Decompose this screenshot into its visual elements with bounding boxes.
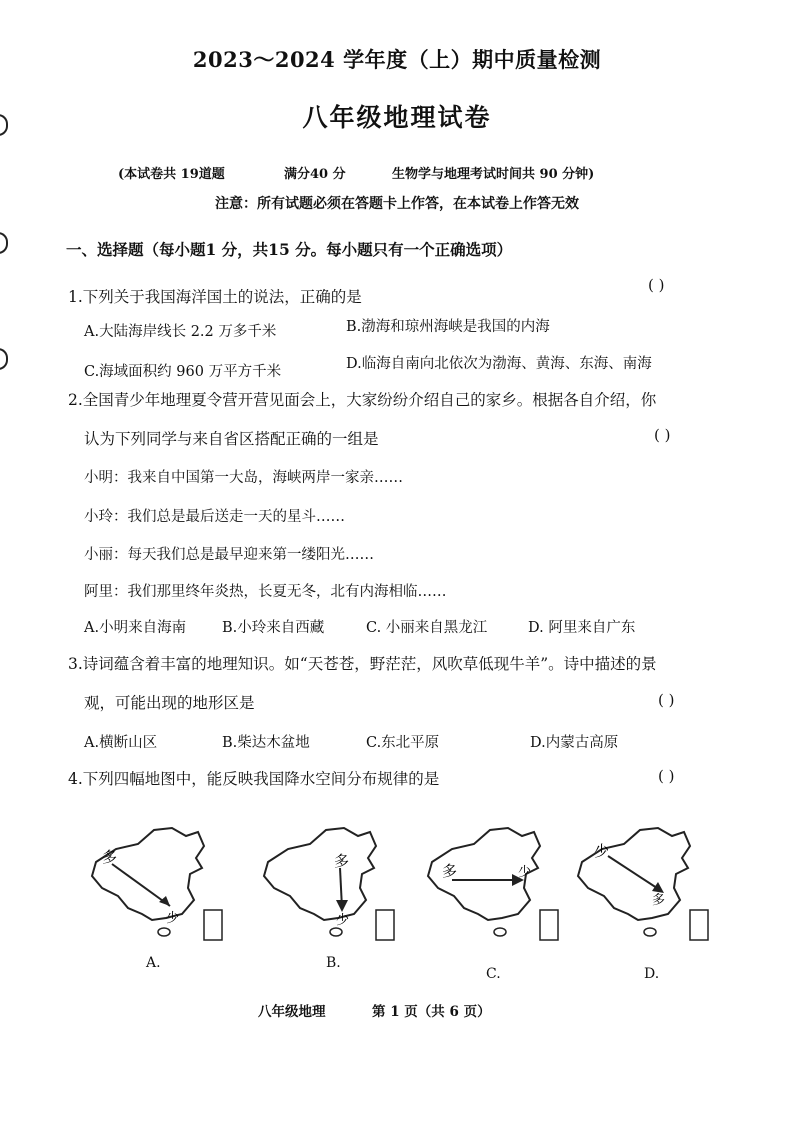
q1-option-c: C.海域面积约 960 万平方千米 xyxy=(84,364,282,380)
q2-quote-ali: 阿里：我们那里终年炎热，长夏无冬，北有内海相临…… xyxy=(84,584,447,600)
answer-paren: ( ) xyxy=(658,691,675,709)
info-exam-time: 生物学与地理考试时间共 90 分钟) xyxy=(392,167,595,182)
question-3-stem-line2: 观，可能出现的地形区是 xyxy=(84,694,255,712)
answer-paren: ( ) xyxy=(654,426,671,444)
china-outline-b xyxy=(264,828,376,920)
answer-paren: ( ) xyxy=(658,767,675,785)
info-total-score: 满分40 分 xyxy=(284,167,346,182)
footer-page: 第 1 页（共 6 页） xyxy=(372,1004,491,1020)
map-a xyxy=(86,824,226,944)
china-outline-a xyxy=(92,828,204,920)
q2-quote-xiaoli: 小丽：每天我们总是最早迎来第一缕阳光…… xyxy=(84,547,374,563)
section-heading: 一、选择题（每小题1 分，共15 分。每小题只有一个正确选项） xyxy=(66,240,513,259)
q2-option-b: B.小玲来自西藏 xyxy=(222,620,325,636)
binding-hole xyxy=(0,232,8,254)
map-c-more-label: 多 xyxy=(442,862,458,880)
q2-option-a: A.小明来自海南 xyxy=(84,620,187,636)
question-2-stem-line1: 2.全国青少年地理夏令营开营见面会上，大家纷纷介绍自己的家乡。根据各自介绍，你 xyxy=(68,391,657,409)
south-sea-inset-c xyxy=(540,910,558,940)
q2-option-c: C. 小丽来自黑龙江 xyxy=(366,620,488,636)
exam-title: 2023～2024 学年度（上）期中质量检测 xyxy=(192,47,602,72)
q1-option-b: B.渤海和琼州海峡是我国的内海 xyxy=(346,319,550,335)
q1-option-d: D.临海自南向北依次为渤海、黄海、东海、南海 xyxy=(346,356,652,372)
map-c-letter: C. xyxy=(486,966,501,982)
q3-option-a: A.横断山区 xyxy=(84,735,158,751)
answer-paren: ( ) xyxy=(648,276,665,294)
exam-subtitle: 八年级地理试卷 xyxy=(302,103,492,132)
hainan-island-b xyxy=(330,928,342,936)
south-sea-inset-b xyxy=(376,910,394,940)
q3-option-d: D.内蒙古高原 xyxy=(530,735,619,751)
map-d-less-label: 多 xyxy=(652,893,666,908)
question-2-stem-line2: 认为下列同学与来自省区搭配正确的一组是 xyxy=(84,430,379,448)
map-d-more-label: 少 xyxy=(594,842,610,860)
q2-quote-xiaoling: 小玲：我们总是最后送走一天的星斗…… xyxy=(84,509,345,525)
hainan-island-a xyxy=(158,928,170,936)
hainan-island-d xyxy=(644,928,656,936)
map-c-less-label: 少 xyxy=(518,865,532,880)
south-sea-inset-a xyxy=(204,910,222,940)
map-b-more-label: 多 xyxy=(334,852,350,870)
question-3-stem-line1: 3.诗词蕴含着丰富的地理知识。如“天苍苍，野茫茫，风吹草低现牛羊”。诗中描述的景 xyxy=(68,655,657,673)
map-a-letter: A. xyxy=(146,955,161,971)
q3-option-b: B.柴达木盆地 xyxy=(222,735,310,751)
info-question-count: (本试卷共 19道题 xyxy=(118,167,225,182)
map-d xyxy=(572,824,712,944)
map-a-less-label: 少 xyxy=(166,911,180,926)
exam-notice: 注意：所有试题必须在答题卡上作答，在本试卷上作答无效 xyxy=(215,196,579,212)
footer-subject: 八年级地理 xyxy=(258,1004,326,1020)
question-4-stem: 4.下列四幅地图中，能反映我国降水空间分布规律的是 xyxy=(68,770,440,788)
hainan-island-c xyxy=(494,928,506,936)
map-a-more-label: 多 xyxy=(102,848,118,866)
q1-option-a: A.大陆海岸线长 2.2 万多千米 xyxy=(84,324,277,340)
map-d-letter: D. xyxy=(644,966,660,982)
q2-option-d: D. 阿里来自广东 xyxy=(528,620,636,636)
south-sea-inset-d xyxy=(690,910,708,940)
q2-quote-xiaoming: 小明：我来自中国第一大岛，海峡两岸一家亲…… xyxy=(84,470,403,486)
q3-option-c: C.东北平原 xyxy=(366,735,440,751)
question-1-stem: 1.下列关于我国海洋国土的说法，正确的是 xyxy=(68,288,362,306)
map-b-letter: B. xyxy=(326,955,341,971)
map-c xyxy=(422,824,562,944)
map-b xyxy=(258,824,398,944)
map-b-less-label: 少 xyxy=(336,913,350,928)
binding-hole xyxy=(0,348,8,370)
